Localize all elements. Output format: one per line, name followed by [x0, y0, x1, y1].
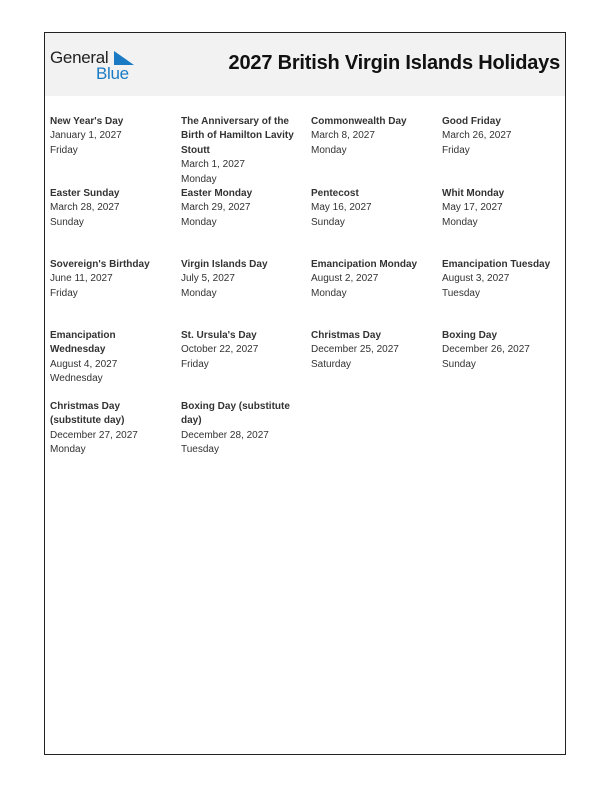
holiday-weekday: Friday: [442, 144, 470, 156]
page-frame: [44, 32, 566, 755]
holiday-date: December 27, 2027: [50, 429, 138, 441]
holiday-name: Good Friday: [442, 116, 501, 127]
holiday-item: [442, 258, 566, 301]
holiday-date: December 28, 2027: [181, 429, 269, 441]
holiday-name: New Year's Day: [50, 116, 124, 127]
holiday-name: Emancipation Wednesday: [50, 330, 116, 356]
holiday-item: [181, 329, 305, 372]
holiday-date: June 11, 2027: [50, 273, 113, 285]
holiday-name: Emancipation Tuesday: [442, 259, 551, 270]
holiday-date: August 3, 2027: [442, 273, 510, 285]
holiday-item: [50, 187, 174, 230]
holiday-name: Easter Monday: [181, 188, 253, 199]
holiday-weekday: Friday: [50, 287, 78, 299]
holiday-date: March 8, 2027: [311, 130, 375, 142]
holiday-name: The Anniversary of the Birth of Hamilton Lavity Stoutt: [181, 116, 294, 156]
holiday-name: Emancipation Monday: [311, 259, 418, 270]
holiday-weekday: Wednesday: [50, 373, 103, 385]
holiday-date: December 26, 2027: [442, 344, 530, 356]
holiday-name: Boxing Day: [442, 330, 498, 341]
holiday-weekday: Saturday: [311, 358, 352, 370]
holiday-weekday: Tuesday: [442, 287, 480, 299]
holiday-date: August 2, 2027: [311, 273, 379, 285]
holiday-name: St. Ursula's Day: [181, 330, 257, 341]
holiday-name: Virgin Islands Day: [181, 259, 268, 270]
holiday-item: [50, 329, 140, 387]
holiday-date: July 5, 2027: [181, 273, 235, 285]
holiday-name: Whit Monday: [442, 188, 505, 199]
holiday-item: [311, 115, 435, 158]
holiday-name: Pentecost: [311, 188, 359, 199]
holiday-weekday: Friday: [181, 358, 209, 370]
holiday-item: [442, 115, 566, 158]
holiday-weekday: Monday: [181, 173, 217, 185]
holiday-name: Sovereign's Birthday: [50, 259, 150, 270]
header: [45, 33, 565, 96]
holiday-weekday: Monday: [311, 144, 347, 156]
holiday-item: [181, 258, 305, 301]
holiday-item: [181, 400, 295, 458]
holiday-weekday: Monday: [181, 287, 217, 299]
holiday-date: May 17, 2027: [442, 202, 503, 214]
holiday-weekday: Friday: [50, 144, 78, 156]
holiday-item: [181, 115, 301, 187]
holiday-item: [442, 329, 566, 372]
holiday-date: March 29, 2027: [181, 202, 251, 214]
holiday-item: [311, 329, 435, 372]
holiday-name: Boxing Day (substitute day): [181, 401, 290, 427]
holiday-item: [50, 115, 174, 158]
holiday-date: December 25, 2027: [311, 344, 399, 356]
holiday-weekday: Monday: [181, 216, 217, 228]
holiday-item: [442, 187, 566, 230]
holiday-date: October 22, 2027: [181, 344, 259, 356]
holiday-name: Commonwealth Day: [311, 116, 407, 127]
logo-blue-text: Blue: [96, 64, 129, 83]
holiday-date: March 1, 2027: [181, 159, 245, 171]
holiday-date: March 26, 2027: [442, 130, 512, 142]
holiday-weekday: Monday: [311, 287, 347, 299]
holiday-item: [181, 187, 305, 230]
page-title: 2027 British Virgin Islands Holidays: [228, 52, 560, 74]
holiday-date: May 16, 2027: [311, 202, 372, 214]
holiday-name: Christmas Day (substitute day): [50, 401, 125, 427]
holiday-weekday: Tuesday: [181, 444, 219, 456]
logo-flag-icon: [114, 51, 134, 65]
holiday-name: Easter Sunday: [50, 188, 120, 199]
holiday-date: January 1, 2027: [50, 130, 122, 142]
holiday-item: [311, 258, 435, 301]
holiday-weekday: Sunday: [50, 216, 84, 228]
holiday-date: March 28, 2027: [50, 202, 120, 214]
holiday-item: [50, 258, 174, 301]
holiday-item: [50, 400, 150, 458]
holiday-weekday: Monday: [50, 444, 86, 456]
holiday-item: [311, 187, 435, 230]
holiday-weekday: Monday: [442, 216, 478, 228]
holiday-weekday: Sunday: [442, 358, 476, 370]
holiday-date: August 4, 2027: [50, 358, 118, 370]
logo-general-text: General: [50, 48, 109, 67]
holiday-name: Christmas Day: [311, 330, 382, 341]
holiday-weekday: Sunday: [311, 216, 345, 228]
logo: [50, 48, 140, 82]
